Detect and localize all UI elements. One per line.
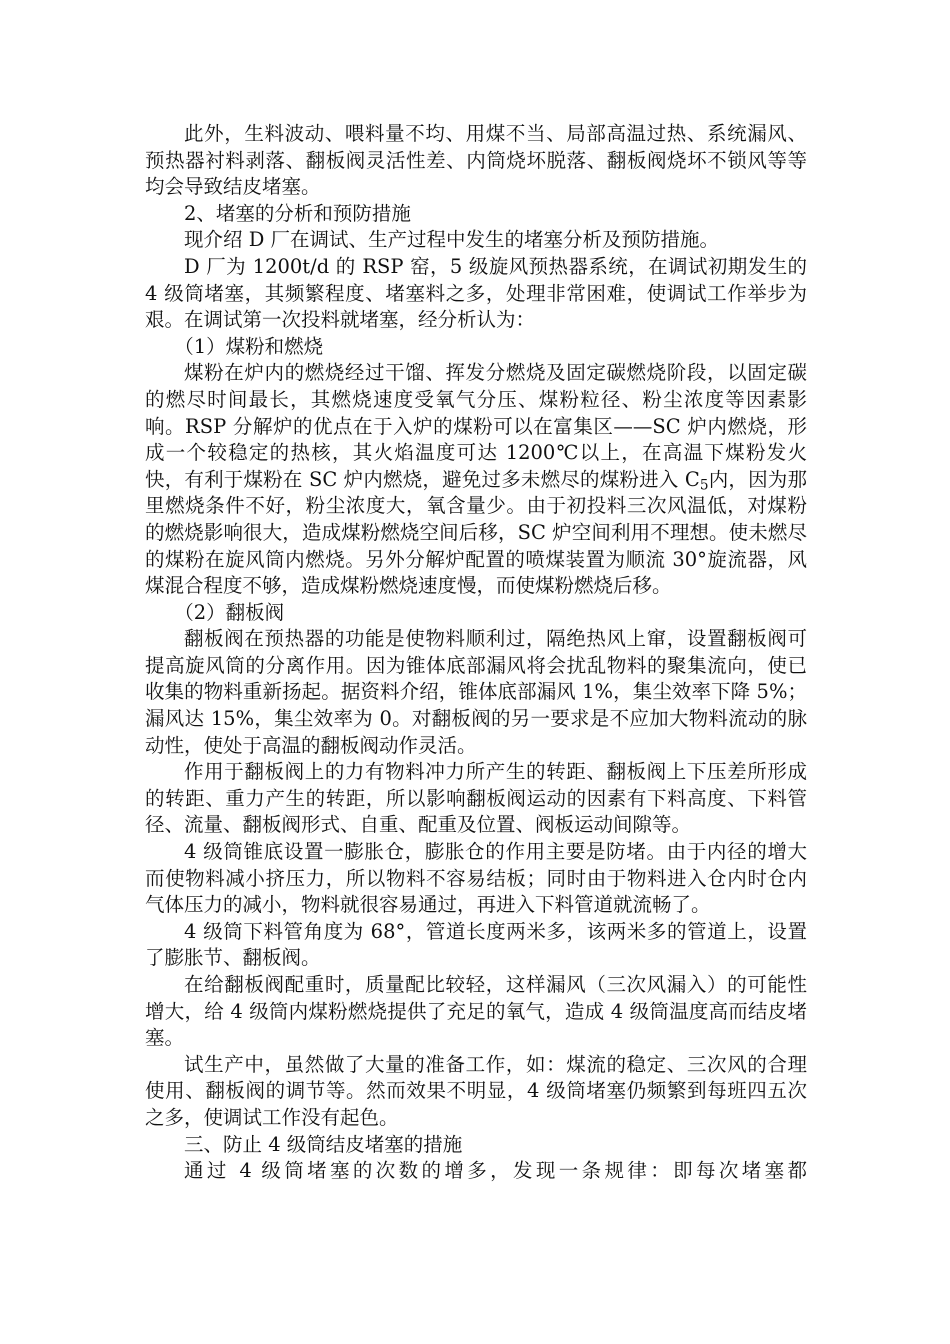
subscript-5: 5 (699, 477, 709, 494)
paragraph-pattern: 通过 4 级筒堵塞的次数的增多，发现一条规律：即每次堵塞都 (184, 1159, 807, 1183)
paragraph-coal-combustion-part1: 煤粉在炉内的燃烧经过干馏、挥发分燃烧及固定碳燃烧阶段，以固定碳的燃尽时间最长，其燃烧速度受氧气分压、煤粉粒径、粉尘浓度等因素影响。RSP 分解炉的优点在于入炉的煤粉可以在富集区——SC 炉内燃烧，形成一个较稳定的热核，其火焰温度可达 1200℃以上，在高温下煤粉发火快，有利于煤粉在 SC 炉内燃烧，避免过多未燃尽的煤粉进入 C (145, 361, 807, 491)
paragraph-flap-valve-forces: 作用于翻板阀上的力有物料冲力所产生的转距、翻板阀上下压差所形成的转距、重力产生的转距，所以影响翻板阀运动的因素有下料高度、下料管径、流量、翻板阀形式、自重、配重及位置、阀板运动间隙等。 (145, 760, 807, 837)
paragraph-flap-valve-function: 翻板阀在预热器的功能是使物料顺利过，隔绝热风上窜，设置翻板阀可提高旋风筒的分离作用。因为锥体底部漏风将会扰乱物料的聚集流向，使已收集的物料重新扬起。据资料介绍，锥体底部漏风 1%，集尘效率下降 5%；漏风达 15%，集尘效率为 0。对翻板阀的另一要求是不应加大物料流动的脉动性，使处于高温的翻板阀动作灵活。 (145, 627, 807, 757)
paragraph-expansion-bin: 4 级筒锥底设置一膨胀仓，膨胀仓的作用主要是防堵。由于内径的增大而使物料减小挤压力，所以物料不容易结板；同时由于物料进入仓内时仓内气体压力的减小，物料就很容易通过，再进入下料管道就流畅了。 (145, 840, 807, 917)
paragraph-counterweight: 在给翻板阀配重时，质量配比较轻，这样漏风（三次风漏入）的可能性增大，给 4 级筒内煤粉燃烧提供了充足的氧气，造成 4 级筒温度高而结皮堵塞。 (145, 973, 807, 1050)
paragraph-trial-production: 试生产中，虽然做了大量的准备工作，如：煤流的稳定、三次风的合理使用、翻板阀的调节等。然而效果不明显，4 级筒堵塞仍频繁到每班四五次之多，使调试工作没有起色。 (145, 1052, 807, 1129)
paragraph-coal-combustion-part2: 内，因为那里燃烧条件不好，粉尘浓度大，氧含量少。由于初投料三次风温低，对煤粉的燃烧影响很大，造成煤粉燃烧空间后移，SC 炉空间利用不理想。使未燃尽的煤粉在旋风筒内燃烧。另外分解炉配置的喷煤装置为顺流 30°旋流器，风煤混合程度不够，造成煤粉燃烧速度慢，而使煤粉燃烧后移。 (145, 467, 807, 598)
paragraph-intro-d-plant: 现介绍 D 厂在调试、生产过程中发生的堵塞分析及预防措施。 (184, 228, 720, 252)
paragraph-causes: 此外，生料波动、喂料量不均、用煤不当、局部高温过热、系统漏风、预热器衬料剥落、翻板阀灵活性差、内筒烧坏脱落、翻板阀烧坏不锁风等等均会导致结皮堵塞。 (145, 122, 807, 199)
subheading-flap-valve: （2）翻板阀 (174, 600, 285, 624)
paragraph-coal-combustion (145, 360, 807, 599)
document-page (145, 121, 807, 1185)
paragraph-discharge-pipe: 4 级筒下料管角度为 68°，管道长度两米多，该两米多的管道上，设置了膨胀节、翻板阀。 (145, 919, 807, 970)
section-heading-measures: 三、防止 4 级筒结皮堵塞的措施 (184, 1132, 463, 1156)
paragraph-d-plant-kiln: D 厂为 1200t/d 的 RSP 窑，5 级旋风预热器系统，在调试初期发生的 4 级筒堵塞，其频繁程度、堵塞料之多，处理非常困难，使调试工作举步为艰。在调试第一次投料就堵塞，经分析认为： (145, 254, 807, 332)
subheading-coal-combustion: （1）煤粉和燃烧 (174, 334, 324, 358)
section-heading-analysis: 2、堵塞的分析和预防措施 (184, 201, 411, 225)
